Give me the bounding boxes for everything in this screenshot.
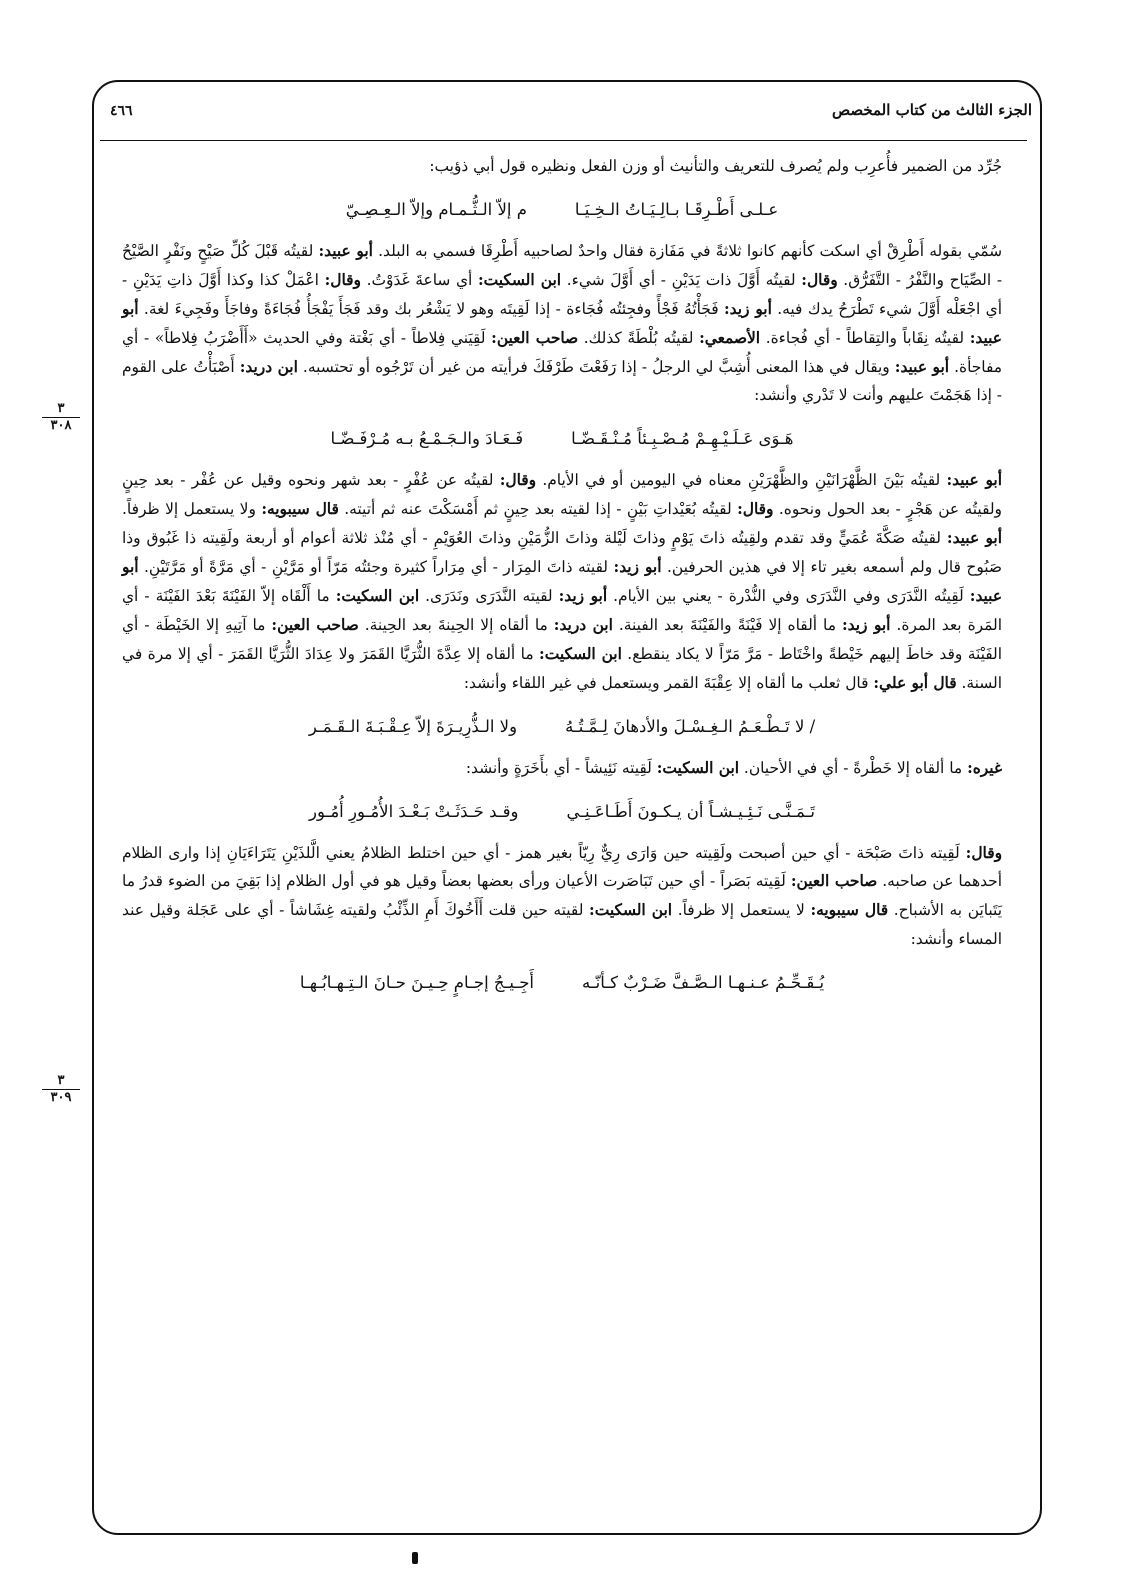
verse-second-hemistich: م إلاّ الـثُّـمـام وإلاّ الـعِـصِـيّ xyxy=(345,199,527,219)
margin-reference xyxy=(42,1074,80,1105)
margin-reference-page: ٣٠٩ xyxy=(50,1090,72,1105)
margin-reference-volume: ٣ xyxy=(42,1074,80,1090)
verse-first-hemistich: تَـمَـنَّـى نَـئِـيـشـاً أن يـكـونَ أَطَـاعَـنِـي xyxy=(566,801,815,821)
margin-reference-volume: ٣ xyxy=(42,402,80,418)
poetry-verse xyxy=(122,410,1002,466)
verse-first-hemistich: هَـوَى عَـلَـيْـهِـمْ مُـصْـبِـئاً مُـنْـقَـضّـا xyxy=(571,429,794,449)
header-rule xyxy=(100,140,1027,141)
margin-reference xyxy=(42,402,80,433)
page-mark xyxy=(412,1552,418,1564)
verse-first-hemistich: / لا تَـطْـعَـمُ الـغِـسْـلَ والأدهانَ لِـمَّـتُـهُ xyxy=(565,716,816,736)
text-paragraph: وقال: لَقِيته ذاتَ صَبْحَة - أي حين أصبحت ولَقِيته حين وَارَى رِيٌّ رِيّاً بغير همز - أي حين اختلط الظلامُ يعني الَّلذَيْنِ يَتَرَاءَيَانِ إذا وارى الظلام أحدهما عن صاحبه. صاحب العين: لَقِيته بَصَراً - أي حين تَبَاصَرت الأعيان ورأى بعضها بعضاً وقيل هو في أول الظلام إذا بَقِيَ من الضوء قدرُ ما يَتَبايَن به الأشباح. قال سيبويه: لا يستعمل إلا ظرفاً. ابن السكيت: لقيته حين قلت أَأَخُوكَ أَمِ الذِّئْبُ ولقيته غِشَاشاً - أي على عَجَلة وقيل عند المساء وأنشد: xyxy=(122,843,1002,949)
text-paragraph: غيره: ما ألقاه إلا خَطْرةً - أي في الأحيان. ابن السكيت: لَقِيته نَئِيشاً - أي بأَخَرَةٍ وأنشد: xyxy=(465,758,1002,777)
poetry-verse xyxy=(122,783,1002,839)
verse-second-hemistich: أَجِـيـجُ إجـامٍ حِـيـنَ حـانَ الـتِـهـابُـهـا xyxy=(299,973,534,993)
page-body xyxy=(122,152,1002,1010)
text-paragraph: أبو عبيد: لقيتُه بَيْنَ الظَّهْرَانَيْنِ والظَّهْرَيْنِ معناه في اليومين أو في الأيام. وقال: لقيتُه عن عُفْرٍ - بعد شهر ونحوه وقيل عن عُفْر - بعد حِينٍ ولقيتُه عن هَجْرٍ - بعد الحول ونحوه. وقال: لقيتُه بُعَيْداتِ بَيْنٍ - إذا لقيته بعد حِينٍ ثم أَمْسَكْتَ عنه ثم أتيته. قال سيبويه: ولا يستعمل إلا ظرفاً. أبو عبيد: لقيتُه صَكَّةَ عُمَيٍّ وقد تقدم ولقِيتُه ذاتَ يَوْمٍ وذاتَ لَيْلة وذاتَ الزُّمَيْنِ وذاتَ العُوَيْمِ - أي مُنْذ ثلاثة أعوام أو أربعة ولَقِيته ذا غَبُوق وذا صَبُوح قال ولم أسمعه بغير تاء إلا في هذين الحرفين. أبو زيد: لقيته ذاتَ المِرَار - أي مِرَاراً كثيرة وجئتُه مَرّاً أو مَرَّيْنِ - أي مَرَّةً أو مَرَّتَيْنِ. أبو عبيد: لَقِيتُه النَّدَرَى وفي النَّدَرَى وفي النُّدْرة - يعني بين الأيام. أبو زيد: لقيته النَّدَرَى ونَدَرَى. ابن السكيت: ما أَلْقَاه إلاّ الفَيْنَةَ بَعْدَ الفَيْنَة - أي المَرة بعد المرة. أبو زيد: ما ألقاه إلا فَيْنَةً والفَيْنَةَ بعد الفينة. ابن دريد: ما ألقاه إلا الحِينةَ بعد الحِينة. صاحب العين: ما آتِيهِ إلا الخَيْطَة - أي الفَيْنَة وقد خاطَ إليهم خَيْطةً واخْتَاط - مَرَّ مَرّاً لا يكاد ينقطع. ابن السكيت: ما ألقاه إلا عِدَّةَ الثُّرَيَّا القَمَرَ ولا عِدَادَ الثُّرَيَّا القَمَرَ - أي إلا مرة في السنة. قال أبو علي: قال ثعلب ما ألقاه إلا عِقْبَةَ القمر ويستعمل في غير اللقاء وأنشد: xyxy=(122,471,1002,692)
text-paragraph: جُرِّد من الضمير فأُعرِب ولم يُصرف للتعريف والتأنيث أو وزن الفعل ونظيره قول أبي ذؤيب: xyxy=(429,157,1002,175)
poetry-verse xyxy=(122,181,1002,237)
verse-second-hemistich: فَـعَـادَ والـجَـمْـعُ بـه مُـرْفَـضّـا xyxy=(330,429,524,449)
verse-second-hemistich: وقـد حَـدَثَـتْ بَـعْـدَ الأُمُـورِ أُمُـور xyxy=(309,801,519,821)
text-paragraph: سُمّي بقوله أَطْرِقْ أي اسكت كأنهم كانوا ثلاثةً في مَفَازة فقال واحدٌ لصاحبيه أَطْرِقَا فسمي به البلد. أبو عبيد: لقيتُه قَبْلَ كُلِّ صَيْحٍ ونَفْرٍ الصَّيْحُ - الصِّيَاح والنَّفْرُ - التَّفَرُّق. وقال: لقيتُه أَوَّلَ ذات يَدَيْنِ - أي أَوَّلَ شيء. ابن السكيت: أي ساعةَ غَدَوْتُ. وقال: اعْمَلْ كذا وكذا أَوَّلَ ذاتِ يَدَيْنِ - أي اجْعَلْه أَوَّلَ شيء تَطْرَحُ يدك فيه. أبو زيد: فَجَأْتُهُ فَجْأً وفجِئتُه فُجَاءة - إذا لَقِيتَه وهو لا يَشْعُر بك وقد فَجَأَ يَفْجَأُ فُجَاءَةً وفاجَأَ وفَجِيءَ لغة. أبو عبيد: لقيتُه نِقَاباً والتِقاطاً - أي فُجاءة. الأصمعي: لقيتُه بُلْطَةً كذلك. صاحب العين: لَقِيَني فِلاطاً - أي بَغْتة وفي الحديث «أَأَضْرَبُ فِلاطاً» - أي مفاجأة. أبو عبيد: ويقال في هذا المعنى أُشِبَّ لي الرجلُ - إذا رَفَعْتَ طَرْفَكَ فرأيته من غير أن تَرْجُوه أو تحتسبه. ابن دريد: أَصْبَأْتُ على القوم - إذا هَجَمْتَ عليهم وأنت لا تَدْري وأنشد: xyxy=(122,241,1003,405)
margin-reference-page: ٣٠٨ xyxy=(50,418,72,433)
verse-second-hemistich: ولا الـذُّرِيـرَةَ إلاّ عِـقْـبَـةَ الـقَـمَـر xyxy=(308,716,518,736)
verse-first-hemistich: يُـقَـحِّـمُ عـنـهـا الـصَّـفَّ ضَـرْبٌ كـأنّـه xyxy=(582,973,825,993)
book-title: الجزء الثالث من كتاب المخصص xyxy=(831,101,1032,119)
poetry-verse xyxy=(122,698,1002,754)
verse-first-hemistich: عـلـى أَطْـرِقَـا بـالِـيَـاتُ الـخِـيَـا xyxy=(574,199,779,219)
page-number: ٤٦٦ xyxy=(110,103,133,119)
poetry-verse xyxy=(122,954,1002,1010)
page-header xyxy=(110,95,1032,133)
